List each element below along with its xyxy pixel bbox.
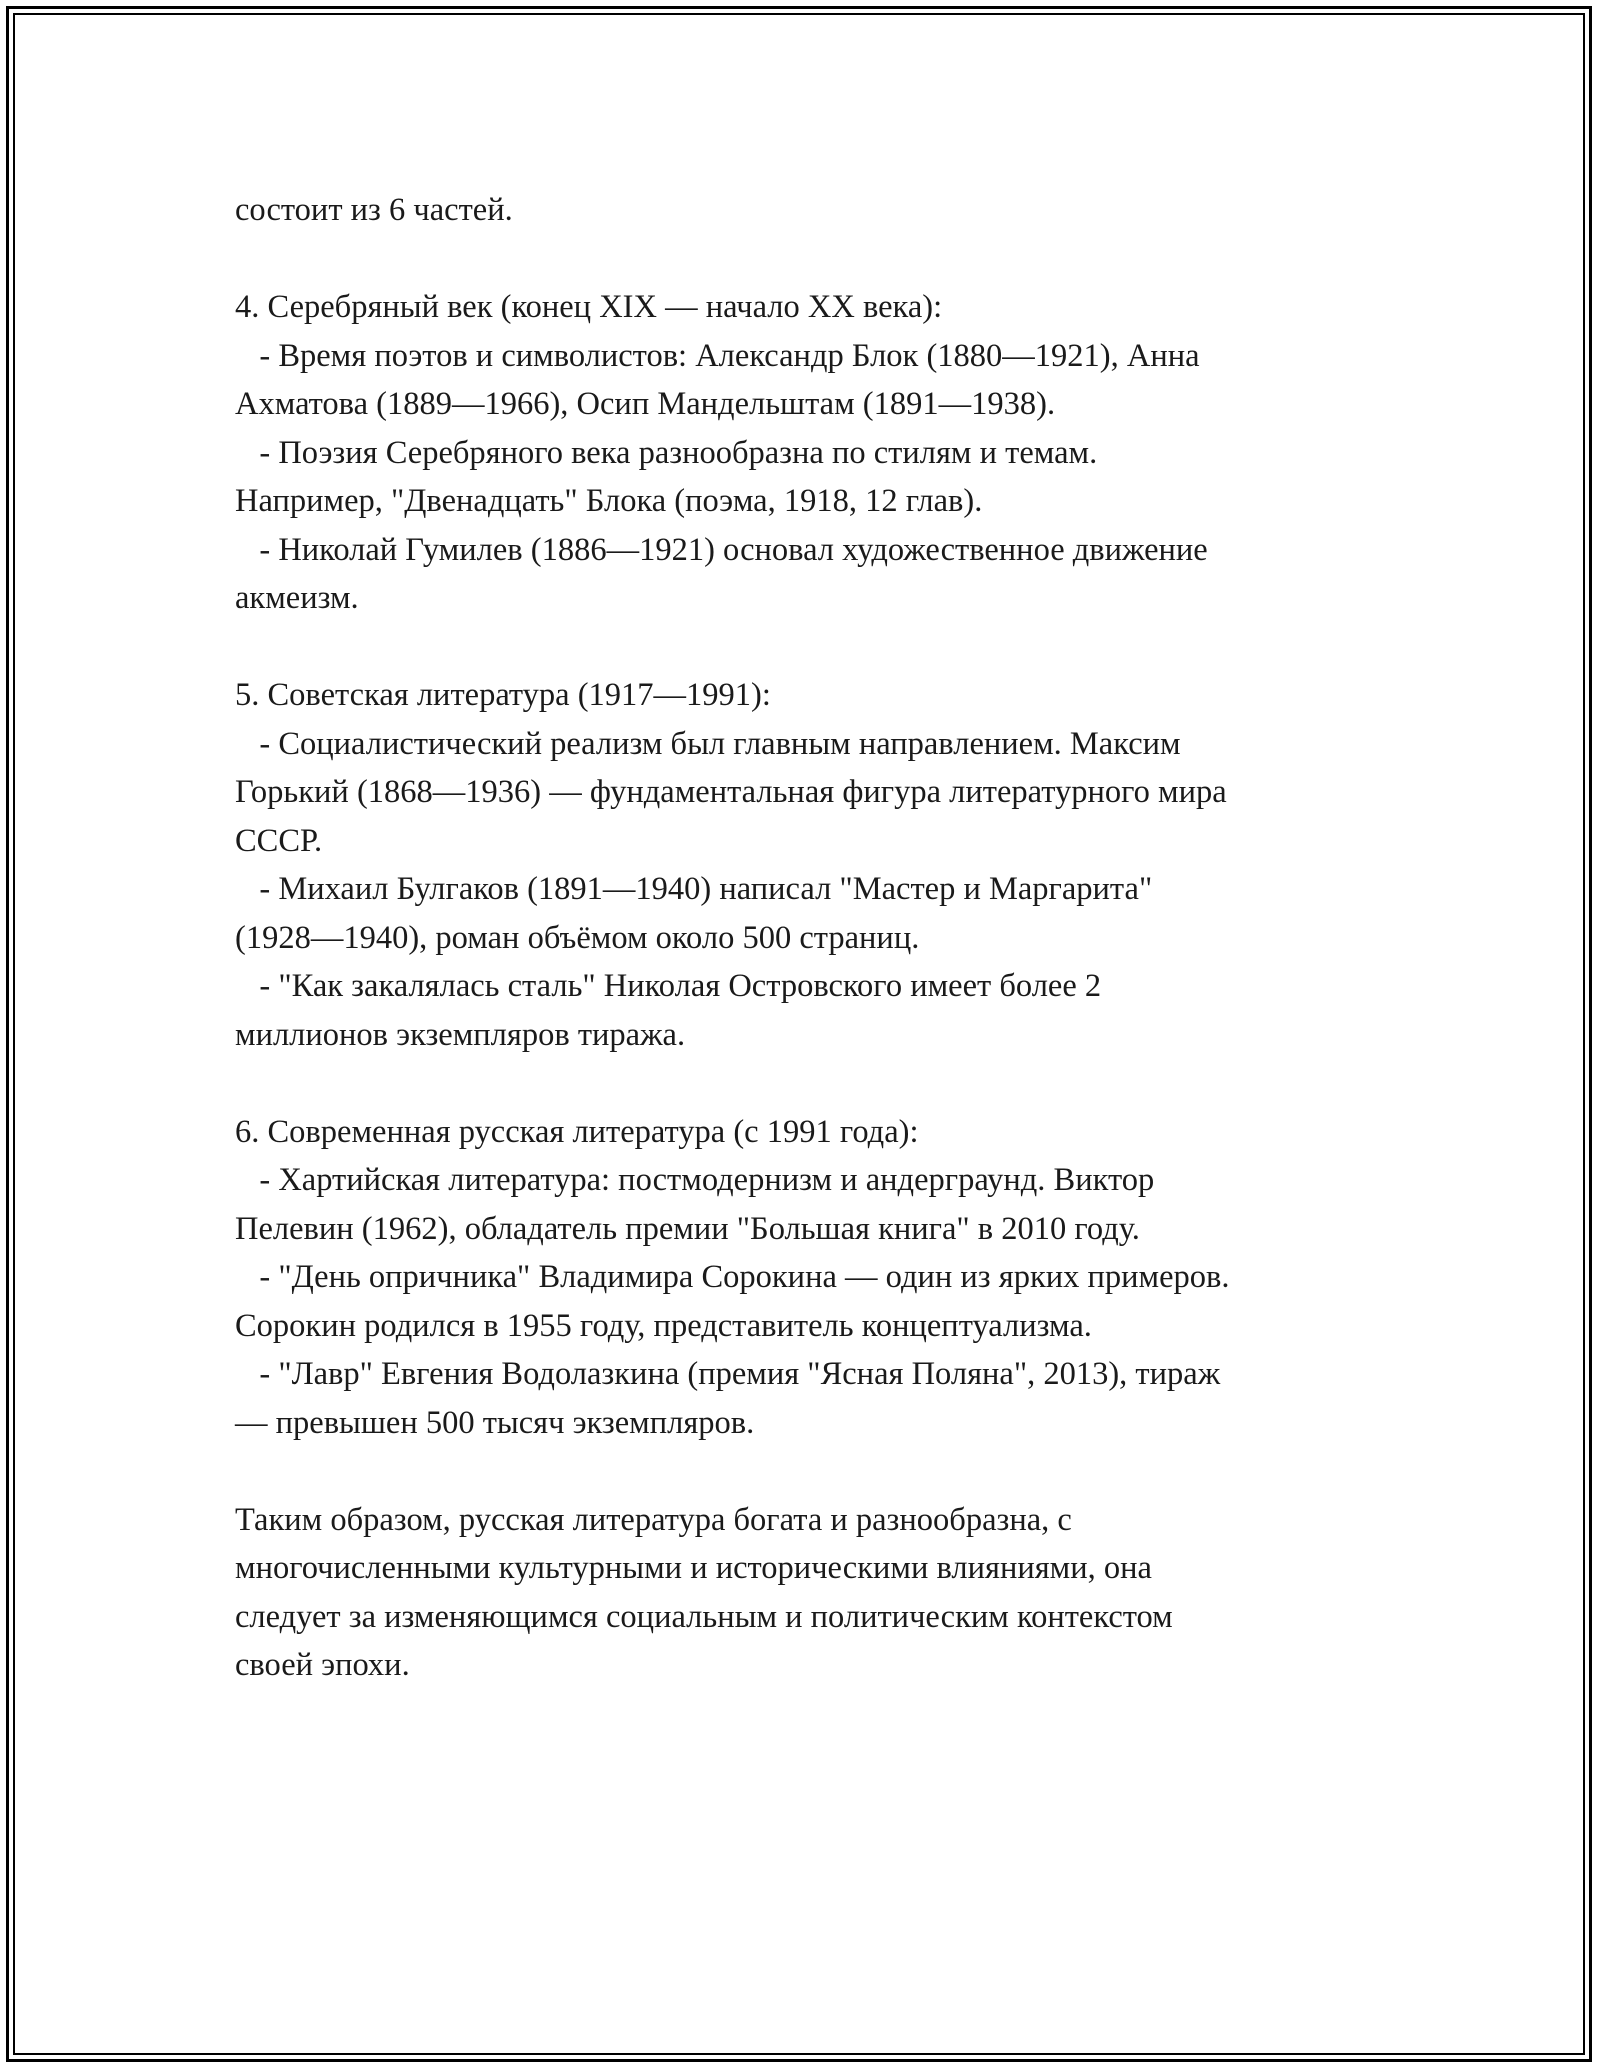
section-line: акмеизм. [235, 580, 359, 616]
paragraph-gap [235, 623, 1395, 672]
section-line: - "Лавр" Евгения Водолазкина (премия "Ясная Поляна", 2013), тираж [235, 1356, 1221, 1392]
section-modern-literature [235, 1108, 1395, 1448]
section-line: (1928—1940), роман объёмом около 500 страниц. [235, 919, 920, 956]
conclusion-line: следует за изменяющимся социальным и политическим контекстом [235, 1598, 1173, 1635]
section-line: - Поэзия Серебряного века разнообразна по стилям и темам. [235, 434, 1098, 471]
conclusion-paragraph [235, 1496, 1395, 1690]
section-soviet-literature [235, 671, 1395, 1059]
paragraph-gap [235, 1447, 1395, 1496]
section-silver-age [235, 283, 1395, 623]
section-line: - Время поэтов и символистов: Александр Блок (1880—1921), Анна [235, 337, 1200, 374]
section-line: - "День опричника" Владимира Сорокина — один из ярких примеров. [235, 1259, 1230, 1295]
conclusion-line: своей эпохи. [235, 1647, 410, 1683]
section-line: - Социалистический реализм был главным направлением. Максим [235, 725, 1181, 762]
section-line: Горький (1868—1936) — фундаментальная фигура литературного мира [235, 774, 1227, 810]
paragraph-gap [235, 235, 1395, 284]
section-line: миллионов экземпляров тиража. [235, 1016, 686, 1053]
section-heading: 5. Советская литература (1917—1991): [235, 677, 771, 713]
section-line: Ахматова (1889—1966), Осип Мандельштам (1891—1938). [235, 386, 1056, 422]
section-line: СССР. [235, 822, 323, 859]
intro-line: состоит из 6 частей. [235, 192, 513, 228]
section-heading: 6. Современная русская литература (с 1991 года): [235, 1113, 919, 1150]
section-line: — превышен 500 тысяч экземпляров. [235, 1404, 755, 1441]
section-heading: 4. Серебряный век (конец XIX — начало XX века): [235, 289, 943, 325]
conclusion-line: многочисленными культурными и историческими влияниями, она [235, 1550, 1152, 1586]
section-line: Сорокин родился в 1955 году, представитель концептуализма. [235, 1307, 1092, 1344]
section-line: Пелевин (1962), обладатель премии "Большая книга" в 2010 году. [235, 1210, 1140, 1247]
conclusion-line: Таким образом, русская литература богата и разнообразна, с [235, 1501, 1072, 1538]
section-line: Например, "Двенадцать" Блока (поэма, 1918, 12 глав). [235, 483, 983, 519]
section-line: - Николай Гумилев (1886—1921) основал художественное движение [235, 531, 1208, 568]
document-body [235, 186, 1395, 1690]
section-line: - Михаил Булгаков (1891—1940) написал "Мастер и Маргарита" [235, 871, 1153, 907]
section-line: - "Как закалялась сталь" Николая Островского имеет более 2 [235, 968, 1102, 1004]
section-line: - Хартийская литература: постмодернизм и андерграунд. Виктор [235, 1162, 1155, 1198]
paragraph-gap [235, 1059, 1395, 1108]
